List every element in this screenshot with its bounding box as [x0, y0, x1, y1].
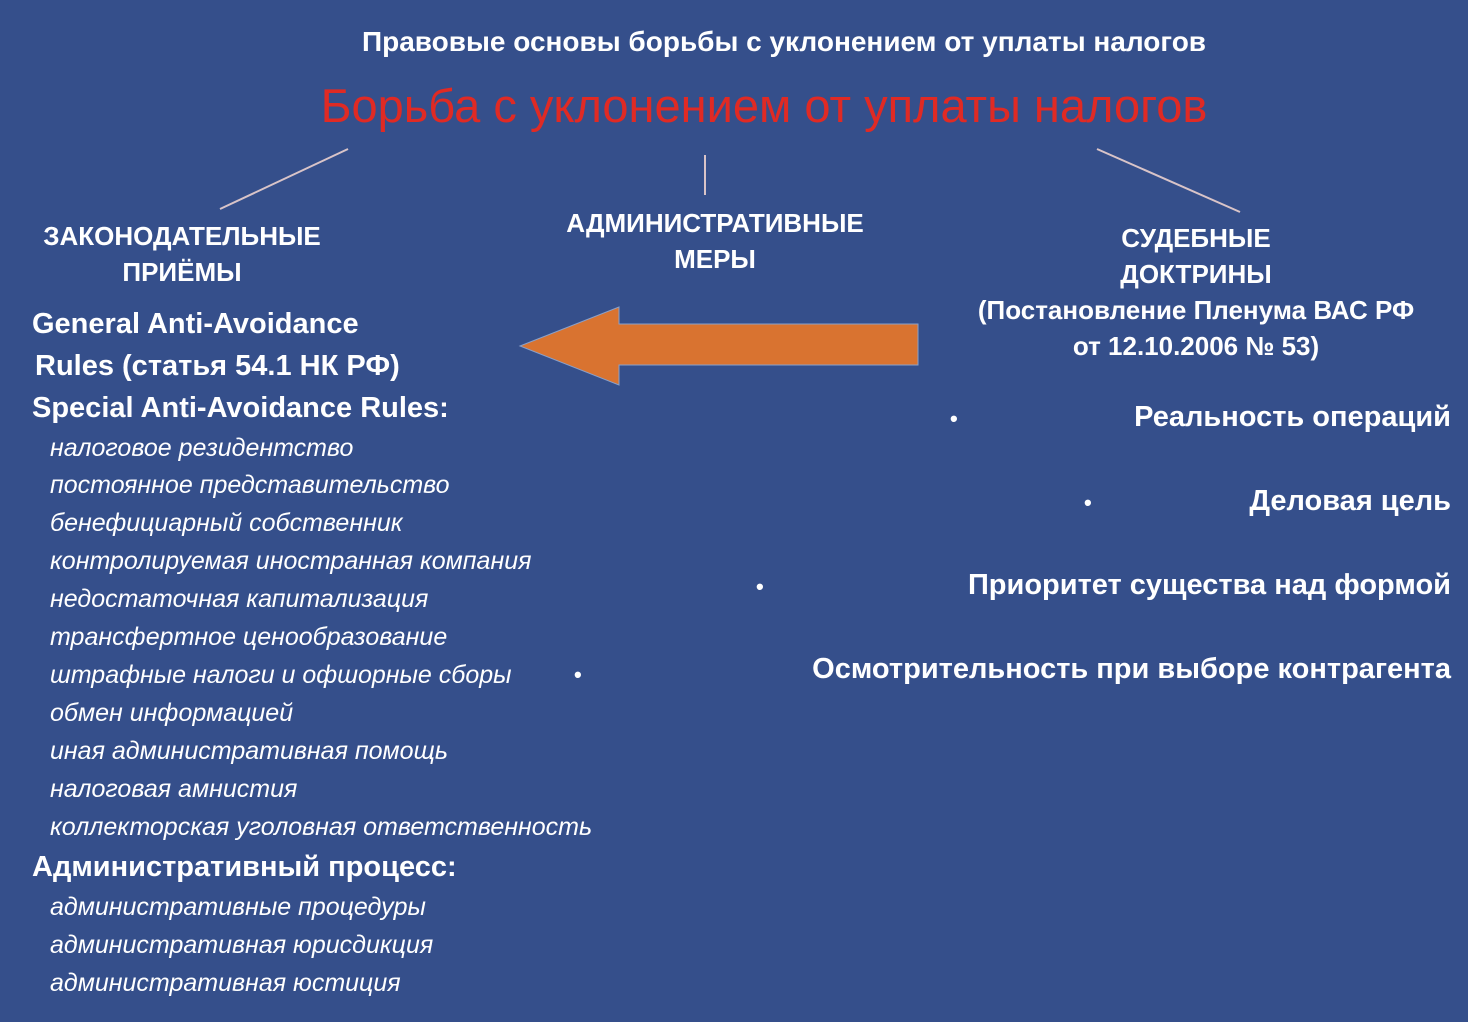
saar-item: налоговое резидентство	[50, 434, 354, 462]
branch-legislative	[0, 218, 364, 290]
admin-item: административные процедуры	[50, 893, 426, 921]
doctrine-item: Осмотрительность при выборе контрагента	[812, 653, 1451, 685]
branch-judicial	[940, 220, 1452, 364]
saar-item: бенефициарный собственник	[50, 509, 403, 537]
doctrine-item: Реальность операций	[1134, 401, 1451, 433]
saar-item: недостаточная капитализация	[50, 585, 429, 613]
admin-process-heading: Административный процесс:	[32, 851, 457, 883]
saar-heading: Special Anti-Avoidance Rules:	[32, 392, 449, 424]
saar-item: трансфертное ценообразование	[50, 623, 448, 651]
bullet-icon: •	[950, 406, 958, 431]
saar-item: иная административная помощь	[50, 737, 449, 765]
branch-legislative-line2: ПРИЁМЫ	[122, 257, 242, 287]
saar-item: штрафные налоги и офшорные сборы	[50, 661, 512, 689]
branch-judicial-line4: от 12.10.2006 № 53)	[1072, 331, 1320, 361]
doctrine-item: Деловая цель	[1249, 485, 1451, 517]
branch-administrative-line1: АДМИНИСТРАТИВНЫЕ	[566, 208, 864, 238]
bullet-icon: •	[1084, 490, 1092, 515]
main-heading: Борьба с уклонением от уплаты налогов	[320, 79, 1208, 132]
saar-item: налоговая амнистия	[50, 775, 298, 803]
gaar-line1: General Anti-Avoidance	[32, 308, 359, 340]
admin-item: административная юстиция	[50, 969, 401, 997]
bullet-icon: •	[756, 574, 764, 599]
saar-item: контролируемая иностранная компания	[50, 547, 532, 575]
branch-legislative-line1: ЗАКОНОДАТЕЛЬНЫЕ	[43, 221, 321, 251]
branch-administrative	[540, 205, 890, 277]
branch-administrative-line2: МЕРЫ	[674, 244, 756, 274]
branch-judicial-line3: (Постановление Пленума ВАС РФ	[977, 295, 1415, 325]
branch-judicial-line2: ДОКТРИНЫ	[1120, 259, 1272, 289]
left-arrow-icon	[520, 307, 918, 385]
bullet-icon: •	[574, 662, 582, 687]
admin-item: административная юрисдикция	[50, 931, 434, 959]
connector-left	[220, 149, 348, 209]
saar-item: коллекторская уголовная ответственность	[50, 813, 593, 841]
saar-item: обмен информацией	[50, 699, 294, 727]
doctrine-item: Приоритет существа над формой	[967, 569, 1451, 601]
saar-item: постоянное представительство	[50, 471, 450, 499]
slide-title: Правовые основы борьбы с уклонением от уплаты налогов	[361, 26, 1207, 57]
connector-right	[1097, 149, 1240, 212]
branch-judicial-line1: СУДЕБНЫЕ	[1121, 223, 1271, 253]
gaar-line2: Rules (статья 54.1 НК РФ)	[35, 350, 400, 382]
